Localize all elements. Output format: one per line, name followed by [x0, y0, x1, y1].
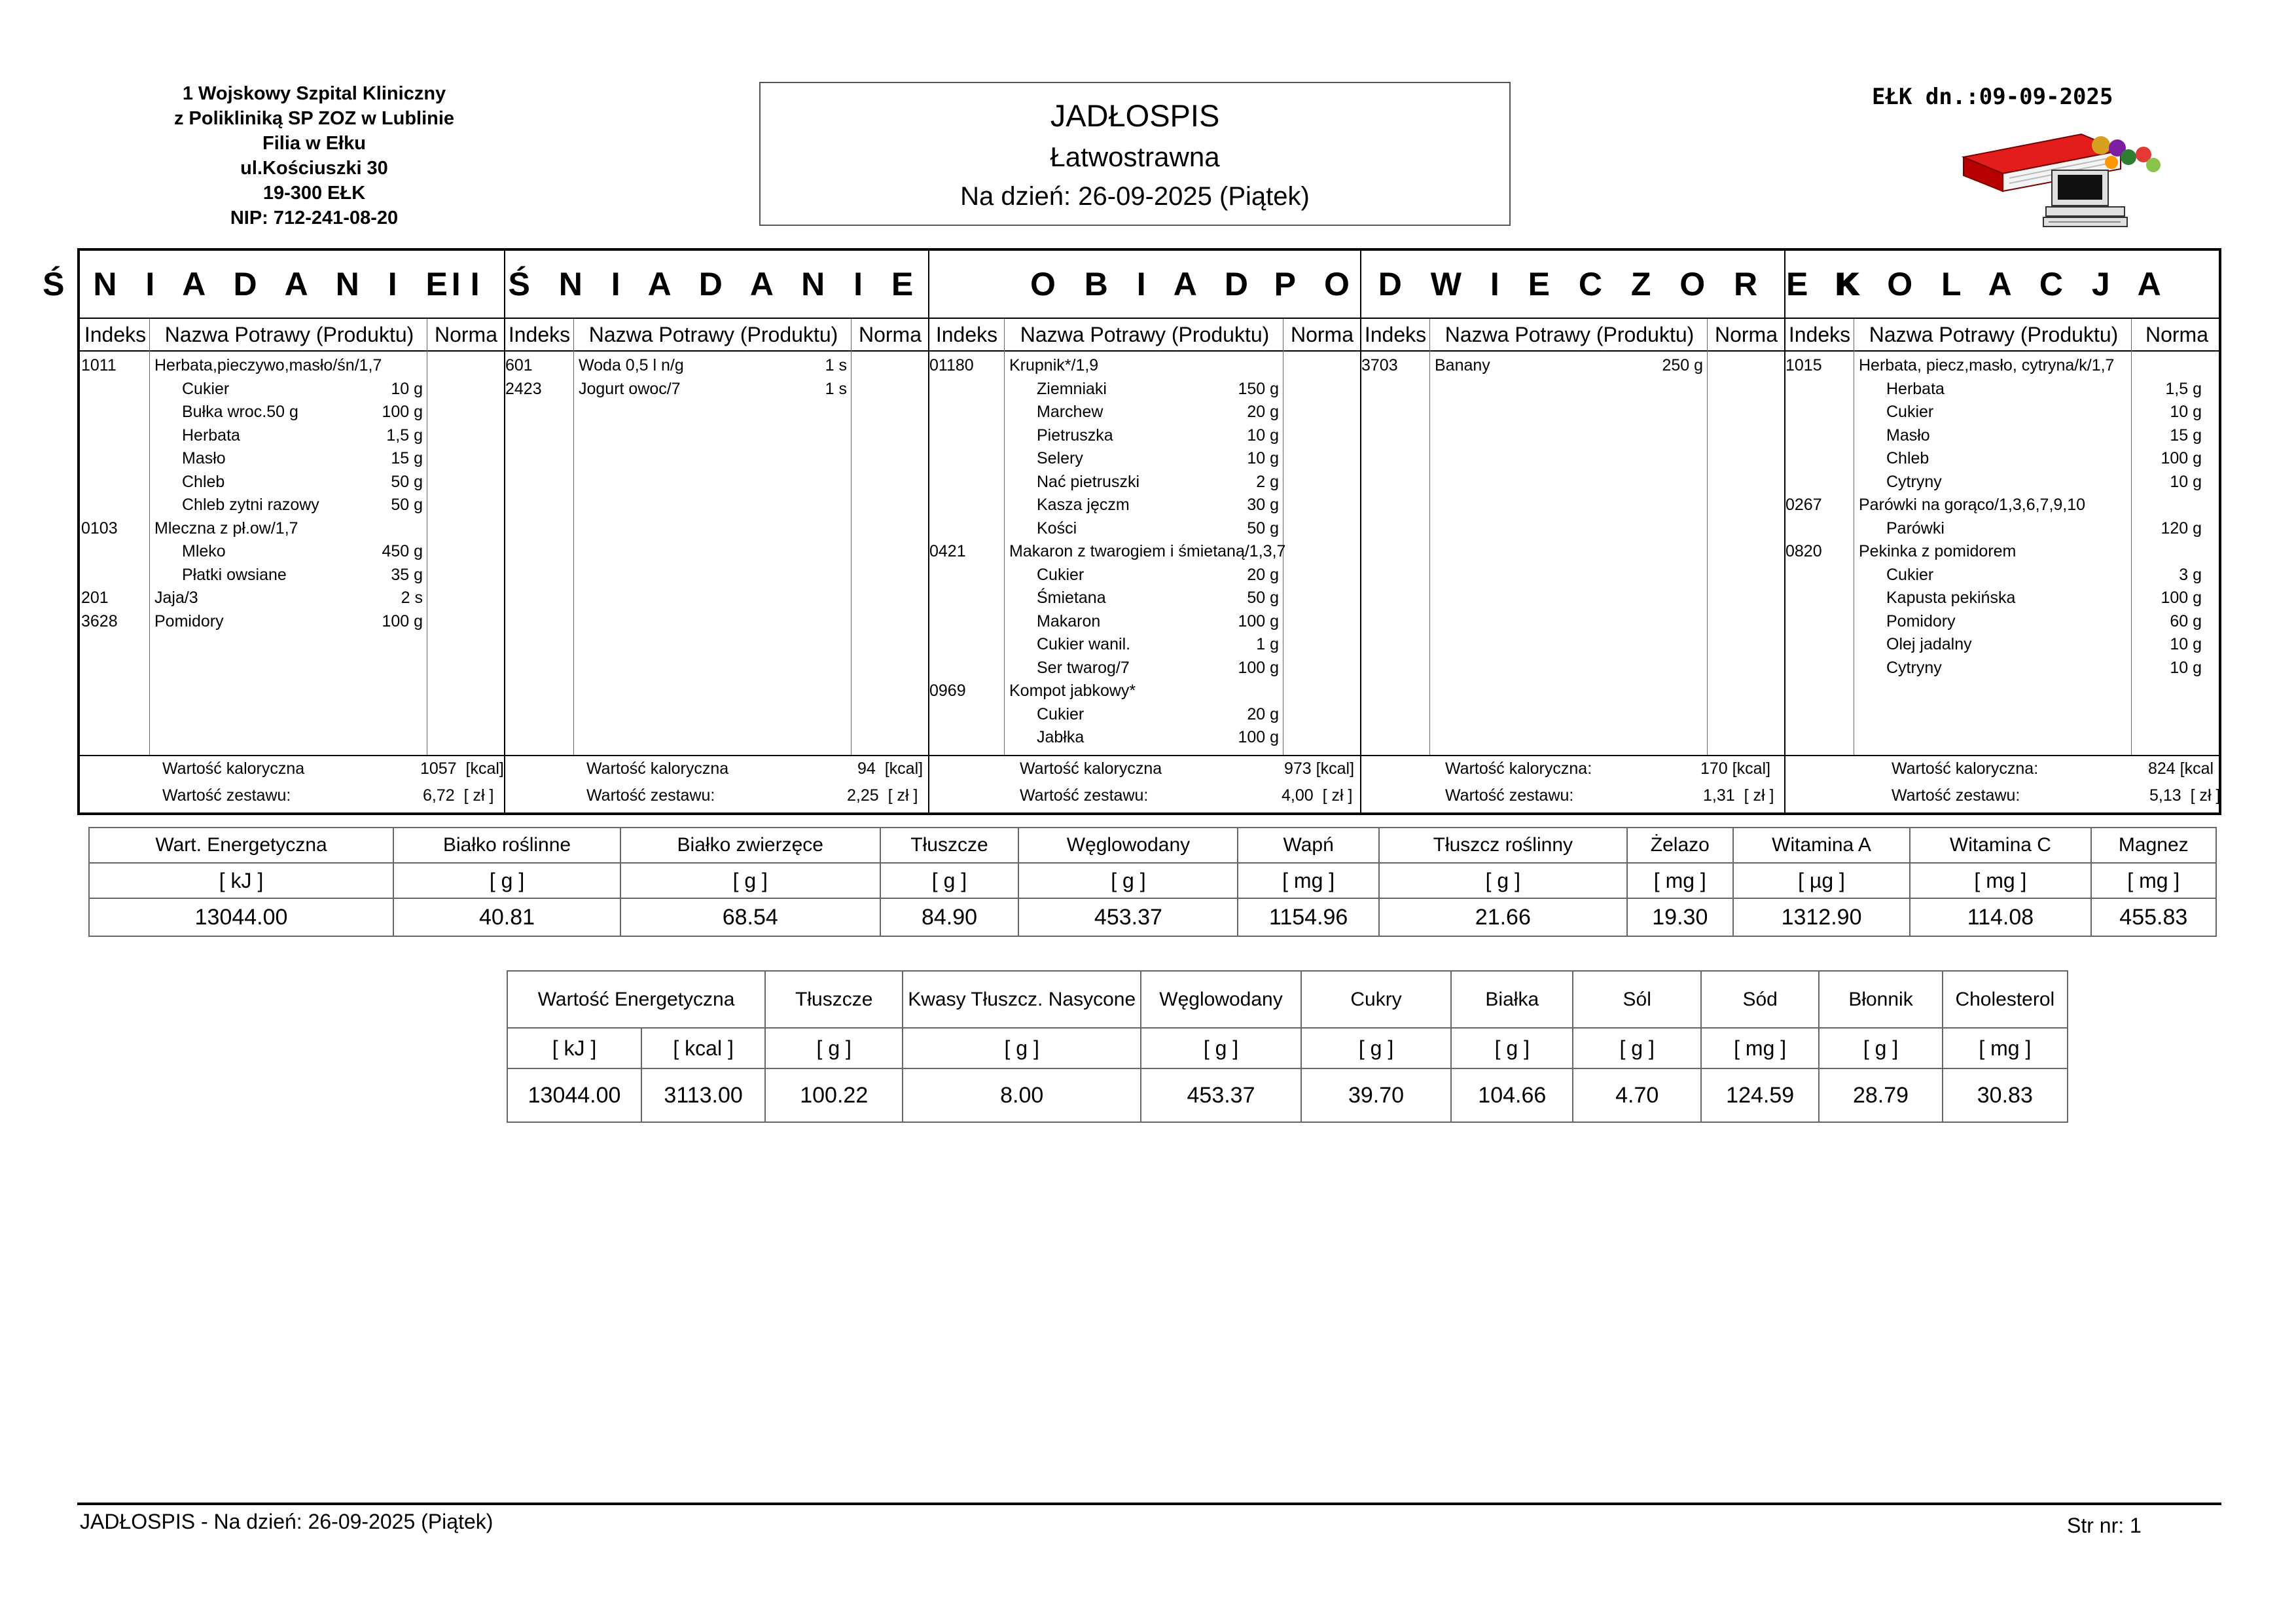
- fact-unit: [ mg ]: [1943, 1028, 2068, 1068]
- nutrient-value: 453.37: [1018, 898, 1238, 936]
- kcal-value: 170: [1700, 759, 1728, 778]
- ingredient-name: Herbata: [182, 426, 240, 445]
- menu-date: Na dzień: 26-09-2025 (Piątek): [960, 182, 1310, 211]
- footer-title: JADŁOSPIS - Na dzień: 26-09-2025 (Piątek): [80, 1510, 493, 1533]
- column-name: Nazwa Potrawy (Produktu): [588, 322, 838, 346]
- cost-value-wrap: [423, 786, 493, 805]
- fact-unit: [ g ]: [765, 1028, 903, 1068]
- fact-header-energy: Wartość Energetyczna: [507, 971, 765, 1028]
- item-norm: 1 g: [1256, 635, 1279, 653]
- dish-name: Herbata,pieczywo,masło/śn/1,7: [154, 356, 382, 374]
- fact-unit: [ g ]: [1451, 1028, 1573, 1068]
- dish-name: Banany: [1435, 356, 1490, 374]
- item-norm: 2 g: [1256, 472, 1279, 491]
- nutrient-unit: [ g ]: [1018, 863, 1238, 898]
- item-norm: 3 g: [2179, 565, 2202, 584]
- dish-name: Parówki na gorąco/1,3,6,7,9,10: [1859, 496, 2086, 514]
- item-norm: 150 g: [1238, 379, 1279, 398]
- item-index: 3703: [1361, 356, 1398, 374]
- dish-name: Kompot jabkowy*: [1009, 682, 1136, 700]
- print-date: EŁK dn.:09-09-2025: [1872, 84, 2113, 110]
- item-norm: 100 g: [2161, 449, 2202, 467]
- ingredient-name: Cukier: [1037, 565, 1085, 584]
- item-norm: 50 g: [391, 472, 423, 491]
- fact-header: Węglowodany: [1141, 971, 1301, 1028]
- item-index: 0267: [1785, 496, 1822, 514]
- item-index: 201: [81, 589, 109, 607]
- item-norm: 1 s: [825, 379, 847, 398]
- item-index: 3628: [81, 611, 118, 630]
- item-norm: 100 g: [1238, 728, 1279, 746]
- fact-unit: [ mg ]: [1701, 1028, 1820, 1068]
- nutrient-unit: [ mg ]: [1910, 863, 2090, 898]
- item-norm: 15 g: [2170, 426, 2202, 445]
- kcal-label: Wartość kaloryczna: [586, 759, 729, 778]
- item-norm: 100 g: [1238, 658, 1279, 677]
- fact-value: 100.22: [765, 1068, 903, 1122]
- item-index: 0103: [81, 519, 118, 538]
- hospital-name: 1 Wojskowy Szpital Kliniczny: [182, 83, 446, 104]
- column-name: Nazwa Potrawy (Produktu): [1869, 322, 2119, 346]
- title-box: [759, 82, 1511, 226]
- item-norm: 1,5 g: [386, 426, 423, 445]
- hospital-info: [131, 81, 497, 230]
- item-norm: 20 g: [1247, 403, 1279, 421]
- footer-divider: [77, 1503, 2221, 1505]
- ingredient-name: Jabłka: [1037, 728, 1085, 746]
- item-norm: 10 g: [391, 379, 423, 398]
- cost-unit: [ zł ]: [463, 786, 494, 805]
- nutrition-facts-table: [507, 970, 2068, 1123]
- cost-unit: [ zł ]: [888, 786, 918, 805]
- nutrient-unit: [ g ]: [880, 863, 1019, 898]
- ingredient-name: Cytryny: [1886, 658, 1942, 677]
- ingredient-name: Parówki: [1886, 519, 1945, 538]
- ingredient-name: Pietruszka: [1037, 426, 1113, 445]
- nutrient-header: Magnez: [2091, 828, 2216, 863]
- kcal-value: 1057: [420, 759, 457, 778]
- cost-label: Wartość zestawu:: [1892, 786, 2020, 805]
- column-index: Indeks: [508, 322, 571, 346]
- item-norm: 1,5 g: [2165, 379, 2202, 398]
- column-name: Nazwa Potrawy (Produktu): [1444, 322, 1695, 346]
- ingredient-name: Cukier wanil.: [1037, 635, 1131, 653]
- nutrient-unit: [ mg ]: [2091, 863, 2216, 898]
- ingredient-name: Selery: [1037, 449, 1083, 467]
- hospital-street: ul.Kościuszki 30: [240, 158, 388, 179]
- kcal-value-wrap: [1700, 759, 1770, 778]
- item-norm: 10 g: [2170, 658, 2202, 677]
- menu-table: [43, 248, 2221, 815]
- ingredient-name: Chleb: [1886, 449, 1929, 467]
- ingredient-name: Masło: [1886, 426, 1930, 445]
- nutrients-unit-row: [89, 863, 2216, 898]
- kcal-label: Wartość kaloryczna: [162, 759, 305, 778]
- ingredient-name: Masło: [182, 449, 226, 467]
- dish-name: Krupnik*/1,9: [1009, 356, 1099, 374]
- column-index: Indeks: [935, 322, 998, 346]
- ingredient-name: Kapusta pekińska: [1886, 589, 2016, 607]
- fact-unit: [ g ]: [903, 1028, 1141, 1068]
- dish-name: Woda 0,5 l n/g: [579, 356, 684, 374]
- cost-value: 4,00: [1282, 786, 1314, 805]
- item-norm: 120 g: [2161, 519, 2202, 538]
- nutrients-value-row: [89, 898, 2216, 936]
- meal-second-breakfast: [451, 251, 928, 812]
- fact-header: Tłuszcze: [765, 971, 903, 1028]
- kcal-value-wrap: [857, 759, 923, 778]
- nutrient-value: 114.08: [1910, 898, 2090, 936]
- nutrient-unit: [ mg ]: [1627, 863, 1733, 898]
- meal-breakfast: [43, 251, 504, 812]
- item-index: 0421: [929, 542, 966, 560]
- ingredient-name: Marchew: [1037, 403, 1103, 421]
- nutrient-header: Wart. Energetyczna: [89, 828, 393, 863]
- nutrient-header: Żelazo: [1627, 828, 1733, 863]
- nutrient-header: Białko roślinne: [393, 828, 620, 863]
- column-norm: Norma: [2145, 322, 2208, 346]
- fact-value: 30.83: [1943, 1068, 2068, 1122]
- ingredient-name: Chleb: [182, 472, 225, 491]
- nutrient-value: 68.54: [620, 898, 880, 936]
- fact-header: Cukry: [1301, 971, 1451, 1028]
- column-norm: Norma: [858, 322, 922, 346]
- ingredient-name: Cukier: [1886, 403, 1934, 421]
- item-norm: 100 g: [382, 403, 423, 421]
- nutrient-unit: [ g ]: [1379, 863, 1627, 898]
- ingredient-name: Ziemniaki: [1037, 379, 1107, 398]
- nutrient-value: 1154.96: [1238, 898, 1378, 936]
- column-name: Nazwa Potrawy (Produktu): [164, 322, 414, 346]
- cost-label: Wartość zestawu:: [586, 786, 715, 805]
- nutrient-header: Tłuszcze: [880, 828, 1019, 863]
- item-norm: 2 s: [401, 589, 423, 607]
- kcal-value: 973: [1284, 759, 1312, 778]
- cost-unit: [ zł ]: [1744, 786, 1774, 805]
- meal-lunch: [928, 251, 1360, 812]
- item-index: 2423: [505, 379, 542, 398]
- fact-header: Cholesterol: [1943, 971, 2068, 1028]
- item-index: 1011: [81, 356, 117, 374]
- ingredient-name: Pomidory: [1886, 611, 1956, 630]
- ingredient-name: Mleko: [182, 542, 226, 560]
- nutrients-table: [88, 827, 2217, 937]
- cost-value-wrap: [1282, 786, 1352, 805]
- item-norm: 60 g: [2170, 611, 2202, 630]
- cost-label: Wartość zestawu:: [1020, 786, 1149, 805]
- nutrient-unit: [ µg ]: [1733, 863, 1910, 898]
- item-index: 0969: [929, 682, 966, 700]
- item-norm: 1 s: [825, 356, 847, 374]
- cost-value: 5,13: [2149, 786, 2181, 805]
- page-number: Str nr: 1: [2067, 1514, 2142, 1537]
- cost-value: 2,25: [847, 786, 879, 805]
- fact-unit: [ kJ ]: [507, 1028, 641, 1068]
- kcal-value: 824: [2148, 759, 2176, 778]
- meal-title: O B I A D: [1030, 266, 1258, 302]
- cost-value: 1,31: [1703, 786, 1735, 805]
- fact-value: 39.70: [1301, 1068, 1451, 1122]
- facts-unit-row: [507, 1028, 2068, 1068]
- item-norm: 100 g: [382, 611, 423, 630]
- book-and-computer-icon: [1957, 131, 2179, 229]
- meal-title: II Ś N I A D A N I E: [451, 266, 924, 302]
- ingredient-name: Cukier: [1886, 565, 1934, 584]
- fact-value: 453.37: [1141, 1068, 1301, 1122]
- item-norm: 15 g: [391, 449, 423, 467]
- kcal-value-wrap: [1284, 759, 1354, 778]
- nutrient-header: Białko zwierzęce: [620, 828, 880, 863]
- nutrient-value: 84.90: [880, 898, 1019, 936]
- nutrient-value: 21.66: [1379, 898, 1627, 936]
- nutrient-value: 455.83: [2091, 898, 2216, 936]
- ingredient-name: Cukier: [182, 379, 230, 398]
- meal-dinner: [1784, 251, 2221, 812]
- nutrient-header: Wapń: [1238, 828, 1378, 863]
- fact-value: 13044.00: [507, 1068, 641, 1122]
- nutrient-unit: [ g ]: [620, 863, 880, 898]
- nutrient-header: Witamina C: [1910, 828, 2090, 863]
- ingredient-name: Płatki owsiane: [182, 565, 287, 584]
- item-norm: 50 g: [1247, 519, 1279, 538]
- item-index: 1015: [1785, 356, 1822, 374]
- item-norm: 50 g: [1247, 589, 1279, 607]
- dish-name: Jaja/3: [154, 589, 198, 607]
- diet-name: Łatwostrawna: [1050, 141, 1220, 172]
- kcal-label: Wartość kaloryczna:: [1445, 759, 1592, 778]
- fact-value: 28.79: [1819, 1068, 1942, 1122]
- meal-title: Ś N I A D A N I E: [43, 266, 457, 302]
- item-index: 0820: [1785, 542, 1822, 560]
- kcal-value: 94: [857, 759, 876, 778]
- fact-header: Białka: [1451, 971, 1573, 1028]
- fact-unit: [ g ]: [1301, 1028, 1451, 1068]
- nutrient-unit: [ mg ]: [1238, 863, 1378, 898]
- meal-title: K O L A C J A: [1835, 266, 2171, 302]
- page-title: JADŁOSPIS: [1050, 98, 1220, 133]
- column-index: Indeks: [1788, 322, 1851, 346]
- nutrient-value: 19.30: [1627, 898, 1733, 936]
- nutrient-value: 40.81: [393, 898, 620, 936]
- dish-name: Jogurt owoc/7: [579, 379, 681, 398]
- kcal-value-wrap: [2148, 759, 2214, 778]
- item-norm: 10 g: [1247, 449, 1279, 467]
- ingredient-name: Olej jadalny: [1886, 635, 1972, 653]
- dish-name: Mleczna z pł.ow/1,7: [154, 519, 298, 538]
- facts-value-row: [507, 1068, 2068, 1122]
- ingredient-name: Kasza jęczm: [1037, 496, 1130, 514]
- fact-unit: [ g ]: [1819, 1028, 1942, 1068]
- cost-label: Wartość zestawu:: [1445, 786, 1574, 805]
- hospital-polyclinic: z Polikliniką SP ZOZ w Lublinie: [173, 108, 455, 129]
- dish-name: Herbata, piecz,masło, cytryna/k/1,7: [1859, 356, 2115, 374]
- item-norm: 250 g: [1662, 356, 1703, 374]
- column-norm: Norma: [434, 322, 497, 346]
- nutrient-header: Tłuszcz roślinny: [1379, 828, 1627, 863]
- fact-header: Kwasy Tłuszcz. Nasycone: [903, 971, 1141, 1028]
- item-norm: 10 g: [2170, 403, 2202, 421]
- ingredient-name: Nać pietruszki: [1037, 472, 1139, 491]
- item-norm: 20 g: [1247, 704, 1279, 723]
- item-norm: 50 g: [391, 496, 423, 514]
- nutrient-value: 13044.00: [89, 898, 393, 936]
- cost-value: 6,72: [423, 786, 455, 805]
- meal-title: P O D W I E C Z O R E K: [1274, 266, 1871, 302]
- column-norm: Norma: [1290, 322, 1354, 346]
- ingredient-name: Chleb zytni razowy: [182, 496, 319, 514]
- hospital-city: 19-300 EŁK: [262, 183, 366, 204]
- ingredient-name: Bułka wroc.50 g: [182, 403, 298, 421]
- hospital-nip: NIP: 712-241-08-20: [230, 208, 399, 228]
- cost-label: Wartość zestawu:: [162, 786, 291, 805]
- kcal-unit: [kcal: [2179, 759, 2214, 778]
- column-index: Indeks: [84, 322, 147, 346]
- item-norm: 20 g: [1247, 565, 1279, 584]
- item-norm: 35 g: [391, 565, 423, 584]
- fact-unit: [ g ]: [1573, 1028, 1700, 1068]
- item-norm: 100 g: [1238, 611, 1279, 630]
- fact-value: 4.70: [1573, 1068, 1700, 1122]
- column-index: Indeks: [1364, 322, 1427, 346]
- dish-name: Makaron z twarogiem i śmietaną/1,3,7: [1009, 542, 1286, 560]
- ingredient-name: Śmietana: [1037, 589, 1106, 607]
- fact-header: Sód: [1701, 971, 1820, 1028]
- fact-unit: [ kcal ]: [641, 1028, 765, 1068]
- kcal-unit: [kcal]: [465, 759, 504, 778]
- item-norm: 10 g: [1247, 426, 1279, 445]
- ingredient-name: Kości: [1037, 519, 1077, 538]
- facts-header-row: [507, 971, 2068, 1028]
- cost-unit: [ zł ]: [1322, 786, 1353, 805]
- cost-value-wrap: [847, 786, 918, 805]
- item-norm: 10 g: [2170, 635, 2202, 653]
- dish-name: Pomidory: [154, 611, 224, 630]
- cost-value-wrap: [1703, 786, 1774, 805]
- fact-header: Błonnik: [1819, 971, 1942, 1028]
- fact-value: 124.59: [1701, 1068, 1820, 1122]
- nutrients-header-row: [89, 828, 2216, 863]
- nutrient-unit: [ g ]: [393, 863, 620, 898]
- fact-header: Sól: [1573, 971, 1700, 1028]
- ingredient-name: Cukier: [1037, 704, 1085, 723]
- item-index: 601: [505, 356, 533, 374]
- kcal-label: Wartość kaloryczna:: [1892, 759, 2039, 778]
- item-norm: 100 g: [2161, 589, 2202, 607]
- nutrient-header: Witamina A: [1733, 828, 1910, 863]
- item-norm: 450 g: [382, 542, 423, 560]
- kcal-unit: [kcal]: [1732, 759, 1771, 778]
- column-name: Nazwa Potrawy (Produktu): [1020, 322, 1270, 346]
- ingredient-name: Cytryny: [1886, 472, 1942, 491]
- hospital-branch: Filia w Ełku: [262, 133, 366, 154]
- cost-unit: [ zł ]: [2190, 786, 2221, 805]
- nutrient-unit: [ kJ ]: [89, 863, 393, 898]
- kcal-unit: [kcal]: [1316, 759, 1355, 778]
- item-norm: 10 g: [2170, 472, 2202, 491]
- fact-value: 8.00: [903, 1068, 1141, 1122]
- fact-value: 104.66: [1451, 1068, 1573, 1122]
- column-norm: Norma: [1714, 322, 1778, 346]
- fact-value: 3113.00: [641, 1068, 765, 1122]
- cost-value-wrap: [2149, 786, 2220, 805]
- nutrient-value: 1312.90: [1733, 898, 1910, 936]
- fact-unit: [ g ]: [1141, 1028, 1301, 1068]
- kcal-unit: [kcal]: [884, 759, 924, 778]
- item-index: 01180: [929, 356, 974, 374]
- item-norm: 30 g: [1247, 496, 1279, 514]
- dish-name: Pekinka z pomidorem: [1859, 542, 2017, 560]
- ingredient-name: Herbata: [1886, 379, 1945, 398]
- kcal-label: Wartość kaloryczna: [1020, 759, 1162, 778]
- ingredient-name: Ser twarog/7: [1037, 658, 1130, 677]
- ingredient-name: Makaron: [1037, 611, 1101, 630]
- nutrient-header: Węglowodany: [1018, 828, 1238, 863]
